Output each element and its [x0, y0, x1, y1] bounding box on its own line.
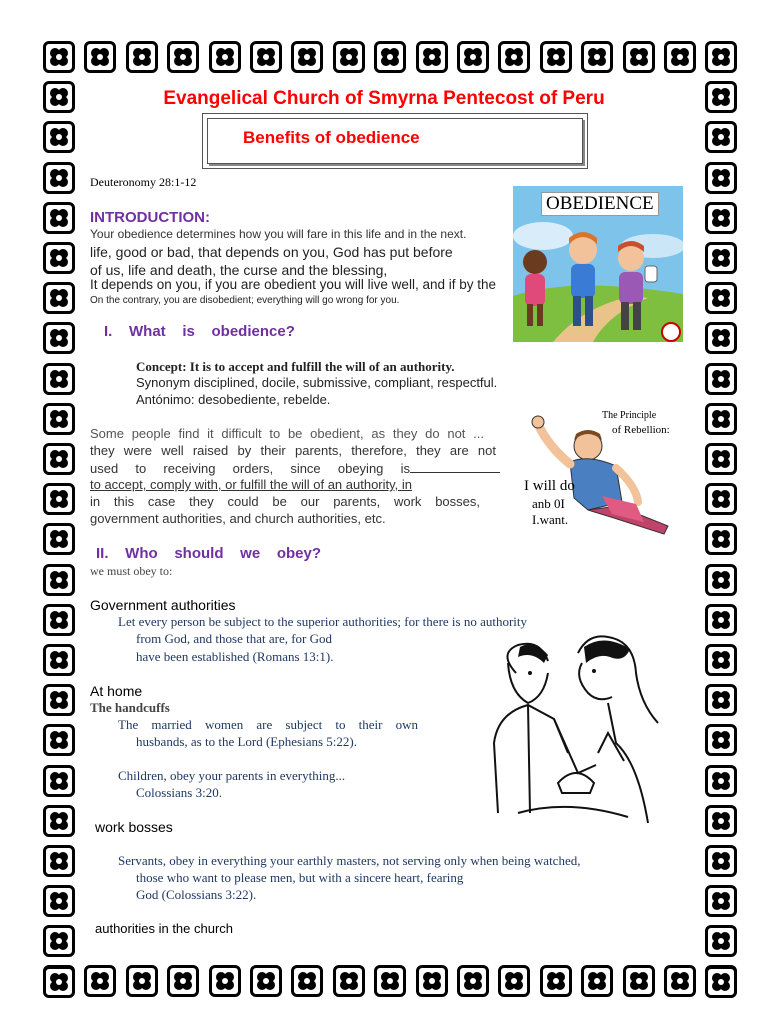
border-tile-icon [84, 41, 116, 73]
obedience-label: OBEDIENCE [546, 193, 654, 214]
border-tile-icon [43, 845, 75, 877]
rebellion-text-line-1: I will do [524, 478, 575, 494]
blank-line [410, 460, 500, 473]
border-tile-icon [43, 363, 75, 395]
border-tile-icon [84, 965, 116, 997]
government-verse-line-1 [118, 614, 527, 630]
border-tile-icon [705, 322, 737, 354]
border-tile-icon [374, 41, 406, 73]
obedience-label-box [541, 192, 659, 216]
border-tile-icon [291, 965, 323, 997]
border-tile-icon [43, 523, 75, 555]
border-tile-icon [43, 81, 75, 113]
border-tile-icon [167, 41, 199, 73]
border-tile-icon [209, 965, 241, 997]
border-tile-icon [374, 965, 406, 997]
church-authorities-heading: authorities in the church [95, 921, 234, 936]
obedience-para-line-4: to accept, comply with, or fulfill the will of an authority, in [90, 477, 413, 492]
couple-illustration [458, 633, 672, 827]
border-tile-icon [126, 965, 158, 997]
obedience-para-line-3-text: used to receiving orders, since obeying is [90, 461, 410, 476]
at-home-heading: At home [90, 683, 143, 699]
rebellion-text-line-3: I.want. [532, 512, 569, 527]
work-bosses-heading: work bosses [95, 819, 173, 835]
border-tile-icon [705, 765, 737, 797]
border-tile-icon [43, 282, 75, 314]
rebellion-title-line-2: of Rebellion: [612, 424, 670, 436]
government-verse-line-3: have been established (Romans 13:1). [136, 649, 334, 664]
government-verse-line-1-text: Let every person be subject to the superior authorities; for there is no authority [118, 614, 528, 629]
border-tile-icon [43, 604, 75, 636]
lesson-title-box [202, 113, 588, 169]
border-tile-icon [43, 644, 75, 676]
border-tile-icon [457, 41, 489, 73]
border-tile-icon [705, 724, 737, 756]
obedience-para-line-5: in this case they could be our parents, work bosses, [90, 494, 480, 509]
border-tile-icon [705, 202, 737, 234]
border-tile-icon [540, 965, 572, 997]
border-tile-icon [705, 684, 737, 716]
border-tile-icon [43, 41, 75, 73]
obedience-para-line-1: Some people find it difficult to be obedient, as they do not ... [90, 426, 484, 441]
border-tile-icon [416, 41, 448, 73]
border-tile-icon [664, 41, 696, 73]
border-tile-icon [705, 403, 737, 435]
border-tile-icon [43, 885, 75, 917]
border-tile-icon [43, 684, 75, 716]
obedience-illustration [513, 186, 683, 342]
border-tile-icon [705, 81, 737, 113]
border-tile-icon [540, 41, 572, 73]
border-tile-icon [705, 523, 737, 555]
government-heading: Government authorities [90, 597, 236, 613]
church-title: Evangelical Church of Smyrna Pentecost of Peru [163, 88, 605, 109]
section-1-heading: I. What is obedience? [104, 323, 295, 340]
border-tile-icon [43, 443, 75, 475]
intro-line-5: On the contrary, you are disobedient; everything will go wrong for you. [90, 295, 400, 306]
border-tile-icon [333, 41, 365, 73]
home-verse-1-line-2: husbands, as to the Lord (Ephesians 5:22). [136, 734, 357, 749]
concept-line: Concept: It is to accept and fulfill the will of an authority. [136, 359, 455, 374]
border-tile-icon [498, 41, 530, 73]
border-tile-icon [705, 805, 737, 837]
obedience-para-line-6: government authorities, and church authorities, etc. [90, 511, 386, 526]
border-tile-icon [581, 965, 613, 997]
border-tile-icon [43, 805, 75, 837]
home-verse-2-line-2: Colossians 3:20. [136, 785, 222, 800]
border-tile-icon [705, 966, 737, 998]
scripture-reference: Deuteronomy 28:1-12 [90, 175, 197, 189]
section-2-subline: we must obey to: [90, 564, 173, 578]
border-tile-icon [43, 162, 75, 194]
border-tile-icon [705, 885, 737, 917]
border-tile-icon [664, 965, 696, 997]
at-home-subheading: The handcuffs [90, 700, 170, 715]
border-tile-icon [705, 121, 737, 153]
border-tile-icon [43, 403, 75, 435]
border-tile-icon [250, 41, 282, 73]
border-tile-icon [43, 322, 75, 354]
rebellion-text-line-2: anb 0I [532, 496, 565, 511]
work-verse-line-1 [118, 853, 580, 869]
home-verse-2-line-1 [118, 768, 345, 784]
antonym-line: Antónimo: desobediente, rebelde. [136, 392, 331, 407]
border-tile-icon [167, 965, 199, 997]
border-tile-icon [705, 443, 737, 475]
border-tile-icon [623, 965, 655, 997]
obedience-para-line-2: they were well raised by their parents, therefore, they are not [90, 443, 496, 458]
border-tile-icon [43, 724, 75, 756]
lesson-title: Benefits of obedience [243, 128, 420, 147]
border-tile-icon [43, 925, 75, 957]
work-verse-line-2: those who want to please men, but with a sincere heart, fearing [136, 870, 464, 885]
border-tile-icon [623, 41, 655, 73]
intro-line-4: It depends on you, if you are obedient you will live well, and if by the [90, 277, 496, 292]
border-tile-icon [250, 965, 282, 997]
rebellion-title-line-1: The Principle [602, 410, 657, 421]
section-2-heading: II. Who should we obey? [96, 545, 322, 562]
work-verse-line-1-text: Servants, obey in everything your earthly masters, not serving only when being watched, [118, 853, 581, 868]
border-tile-icon [43, 242, 75, 274]
intro-line-2: life, good or bad, that depends on you, God has put before [90, 244, 453, 260]
border-tile-icon [43, 564, 75, 596]
border-tile-icon [43, 121, 75, 153]
border-tile-icon [705, 363, 737, 395]
border-tile-icon [705, 564, 737, 596]
border-tile-icon [705, 282, 737, 314]
border-tile-icon [705, 162, 737, 194]
intro-line-3: of us, life and death, the curse and the blessing, [90, 262, 388, 278]
rebellion-illustration [518, 406, 686, 536]
home-verse-1-line-1 [118, 717, 432, 733]
border-tile-icon [705, 925, 737, 957]
border-tile-icon [126, 41, 158, 73]
border-tile-icon [333, 965, 365, 997]
government-verse-line-2: from God, and those that are, for God [136, 631, 333, 646]
border-tile-icon [581, 41, 613, 73]
border-tile-icon [498, 965, 530, 997]
border-tile-icon [457, 965, 489, 997]
border-tile-icon [705, 604, 737, 636]
border-tile-icon [43, 202, 75, 234]
border-tile-icon [705, 483, 737, 515]
synonym-line: Synonym disciplined, docile, submissive, compliant, respectful. [136, 375, 498, 390]
intro-line-1: Your obedience determines how you will fare in this life and in the next. [90, 227, 467, 241]
border-tile-icon [705, 242, 737, 274]
introduction-heading: INTRODUCTION: [90, 209, 210, 226]
border-tile-icon [416, 965, 448, 997]
border-tile-icon [43, 765, 75, 797]
home-verse-1-line-1-text: The married women are subject to their own [118, 717, 418, 732]
border-tile-icon [43, 483, 75, 515]
border-tile-icon [705, 644, 737, 676]
home-verse-2-line-1-text: Children, obey your parents in everything... [118, 768, 346, 783]
border-tile-icon [43, 966, 75, 998]
border-tile-icon [705, 845, 737, 877]
border-tile-icon [209, 41, 241, 73]
obedience-para-line-3 [90, 460, 506, 476]
border-tile-icon [705, 41, 737, 73]
border-tile-icon [291, 41, 323, 73]
work-verse-line-3: God (Colossians 3:22). [136, 887, 257, 902]
